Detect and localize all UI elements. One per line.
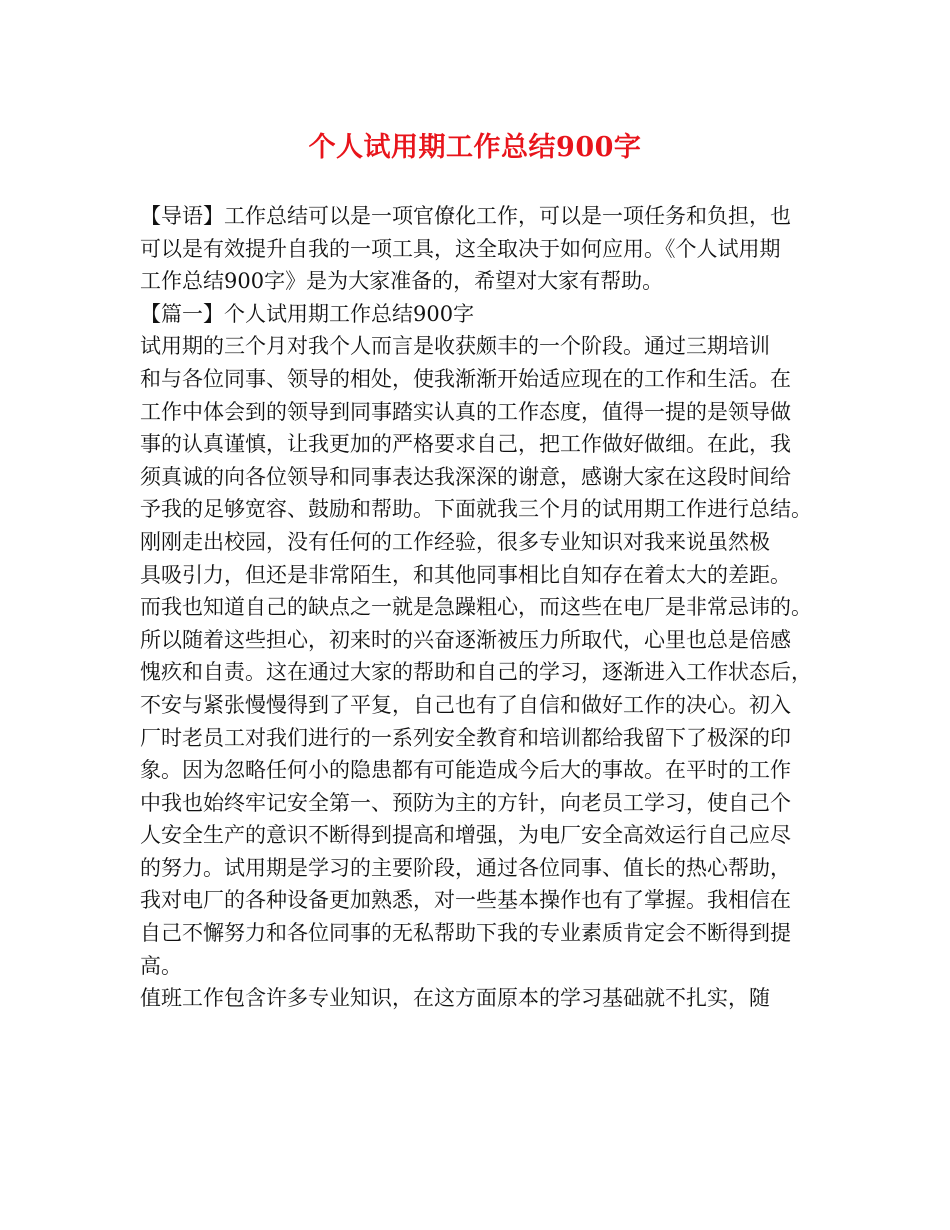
text-line: 工作中体会到的领导到同事踏实认真的工作态度，值得一提的是领导做 xyxy=(140,399,791,424)
text-line: 中我也始终牢记安全第一、预防为主的方针，向老员工学习，使自己个 xyxy=(140,790,791,815)
text-line: 自己不懈努力和各位同事的无私帮助下我的专业素质肯定会不断得到提 xyxy=(140,921,791,946)
text-line: 可以是有效提升自我的一项工具，这全取决于如何应用。《个人试用期 xyxy=(140,236,781,261)
text-line: 【导语】工作总结可以是一项官僚化工作，可以是一项任务和负担，也 xyxy=(140,204,791,228)
text-line: 不安与紧张慢慢得到了平复，自己也有了自信和做好工作的决心。初入 xyxy=(140,692,791,717)
text-line: 予我的足够宽容、鼓励和帮助。下面就我三个月的试用期工作进行总结。 xyxy=(140,497,812,522)
text-line: 厂时老员工对我们进行的一系列安全教育和培训都给我留下了极深的印 xyxy=(140,725,791,750)
text-line: 刚刚走出校园，没有任何的工作经验，很多专业知识对我来说虽然极 xyxy=(140,529,770,554)
text-line: 事的认真谨慎，让我更加的严格要求自己，把工作做好做细。在此，我 xyxy=(140,432,791,457)
text-line: 和与各位同事、领导的相处，使我渐渐开始适应现在的工作和生活。在 xyxy=(140,366,791,391)
document-body xyxy=(140,200,830,1015)
text-line: 人安全生产的意识不断得到提高和增强，为电厂安全高效运行自己应尽 xyxy=(140,823,791,848)
text-line: 的努力。试用期是学习的主要阶段，通过各位同事、值长的热心帮助， xyxy=(140,855,791,880)
section-heading: 【篇一】个人试用期工作总结900字 xyxy=(140,301,475,326)
text-line: 象。因为忽略任何小的隐患都有可能造成今后大的事故。在平时的工作 xyxy=(140,758,791,783)
text-line: 而我也知道自己的缺点之一就是急躁粗心，而这些在电厂是非常忌讳的。 xyxy=(140,595,812,620)
text-line: 我对电厂的各种设备更加熟悉，对一些基本操作也有了掌握。我相信在 xyxy=(140,888,791,913)
document-title: 个人试用期工作总结900字 xyxy=(308,132,642,163)
text-line: 工作总结900字》是为大家准备的，希望对大家有帮助。 xyxy=(140,269,664,294)
text-line: 值班工作包含许多专业知识，在这方面原本的学习基础就不扎实，随 xyxy=(140,986,770,1011)
text-line: 愧疚和自责。这在通过大家的帮助和自己的学习，逐渐进入工作状态后， xyxy=(140,660,812,685)
text-line: 试用期的三个月对我个人而言是收获颇丰的一个阶段。通过三期培训 xyxy=(140,334,770,359)
text-line: 高。 xyxy=(140,953,182,978)
text-line: 具吸引力，但还是非常陌生，和其他同事相比自知存在着太大的差距。 xyxy=(140,562,791,587)
text-line: 所以随着这些担心，初来时的兴奋逐渐被压力所取代，心里也总是倍感 xyxy=(140,627,791,652)
text-line: 须真诚的向各位领导和同事表达我深深的谢意，感谢大家在这段时间给 xyxy=(140,464,791,489)
